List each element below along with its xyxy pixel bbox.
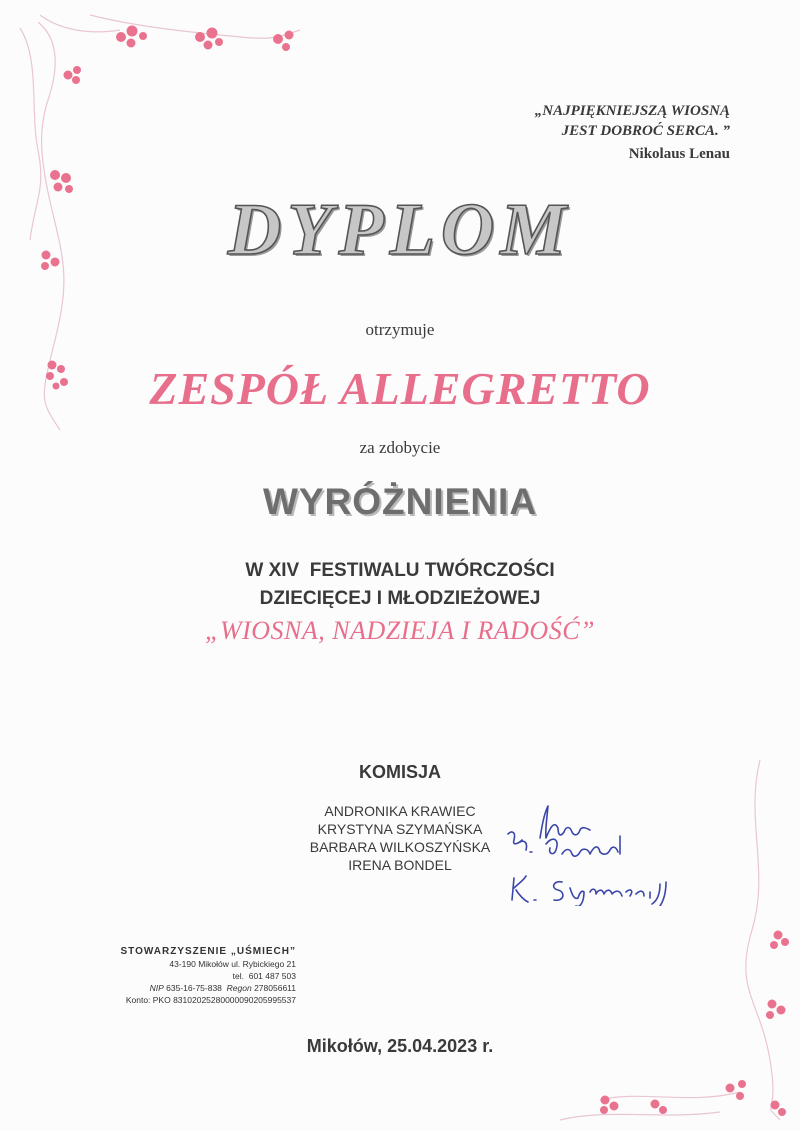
quote-block <box>535 101 730 164</box>
place-date: Mikołów, 25.04.2023 r. <box>306 1036 494 1056</box>
quote-line-1: „NAJPIĘKNIEJSZĄ WIOSNĄ <box>534 103 730 119</box>
association-stamp <box>60 946 296 1006</box>
nip-label: NIP <box>149 983 164 993</box>
association-ids <box>60 982 296 994</box>
festival-name: „WIOSNA, NADZIEJA I RADOŚĆ” <box>204 616 595 645</box>
festival-block <box>0 557 800 613</box>
quote-author: Nikolaus Lenau <box>628 146 730 162</box>
signature-2 <box>508 832 620 856</box>
recipient-name: ZESPÓŁ ALLEGRETTO <box>149 363 651 414</box>
association-name: STOWARZYSZENIE „UŚMIECH” <box>120 946 296 957</box>
member-name: KRYSTYNA SZYMAŃSKA <box>317 821 483 837</box>
award-title: WYRÓŻNIENIA <box>262 481 538 522</box>
festival-line-1: W XIV FESTIWALU TWÓRCZOŚCI <box>245 560 555 581</box>
festival-line-2: DZIECIĘCEJ I MŁODZIEŻOWEJ <box>259 588 541 609</box>
member-name: ANDRONIKA KRAWIEC <box>324 803 476 819</box>
association-address: 43-190 Mikołów ul. Rybickiego 21 <box>169 959 296 969</box>
regon-label: Regon <box>226 983 252 993</box>
for-winning-text: za zdobycie <box>359 438 441 457</box>
member-name: IRENA BONDEL <box>348 857 452 873</box>
commission-heading: KOMISJA <box>358 762 441 782</box>
signatures <box>500 796 700 906</box>
quote-line-2: JEST DOBROĆ SERCA. ” <box>561 123 730 139</box>
association-phone: tel. 601 487 503 <box>232 971 296 981</box>
signature-3 <box>512 876 666 906</box>
regon-value: 278056611 <box>254 983 296 993</box>
nip-value: 635-16-75-838 <box>166 983 222 993</box>
diploma-title: DYPLOM <box>227 189 573 271</box>
receives-text: otrzymuje <box>365 320 435 339</box>
signature-1 <box>540 806 590 838</box>
member-name: BARBARA WILKOSZYŃSKA <box>309 839 491 855</box>
association-account: Konto: PKO 83102025280000090205995537 <box>125 995 296 1005</box>
